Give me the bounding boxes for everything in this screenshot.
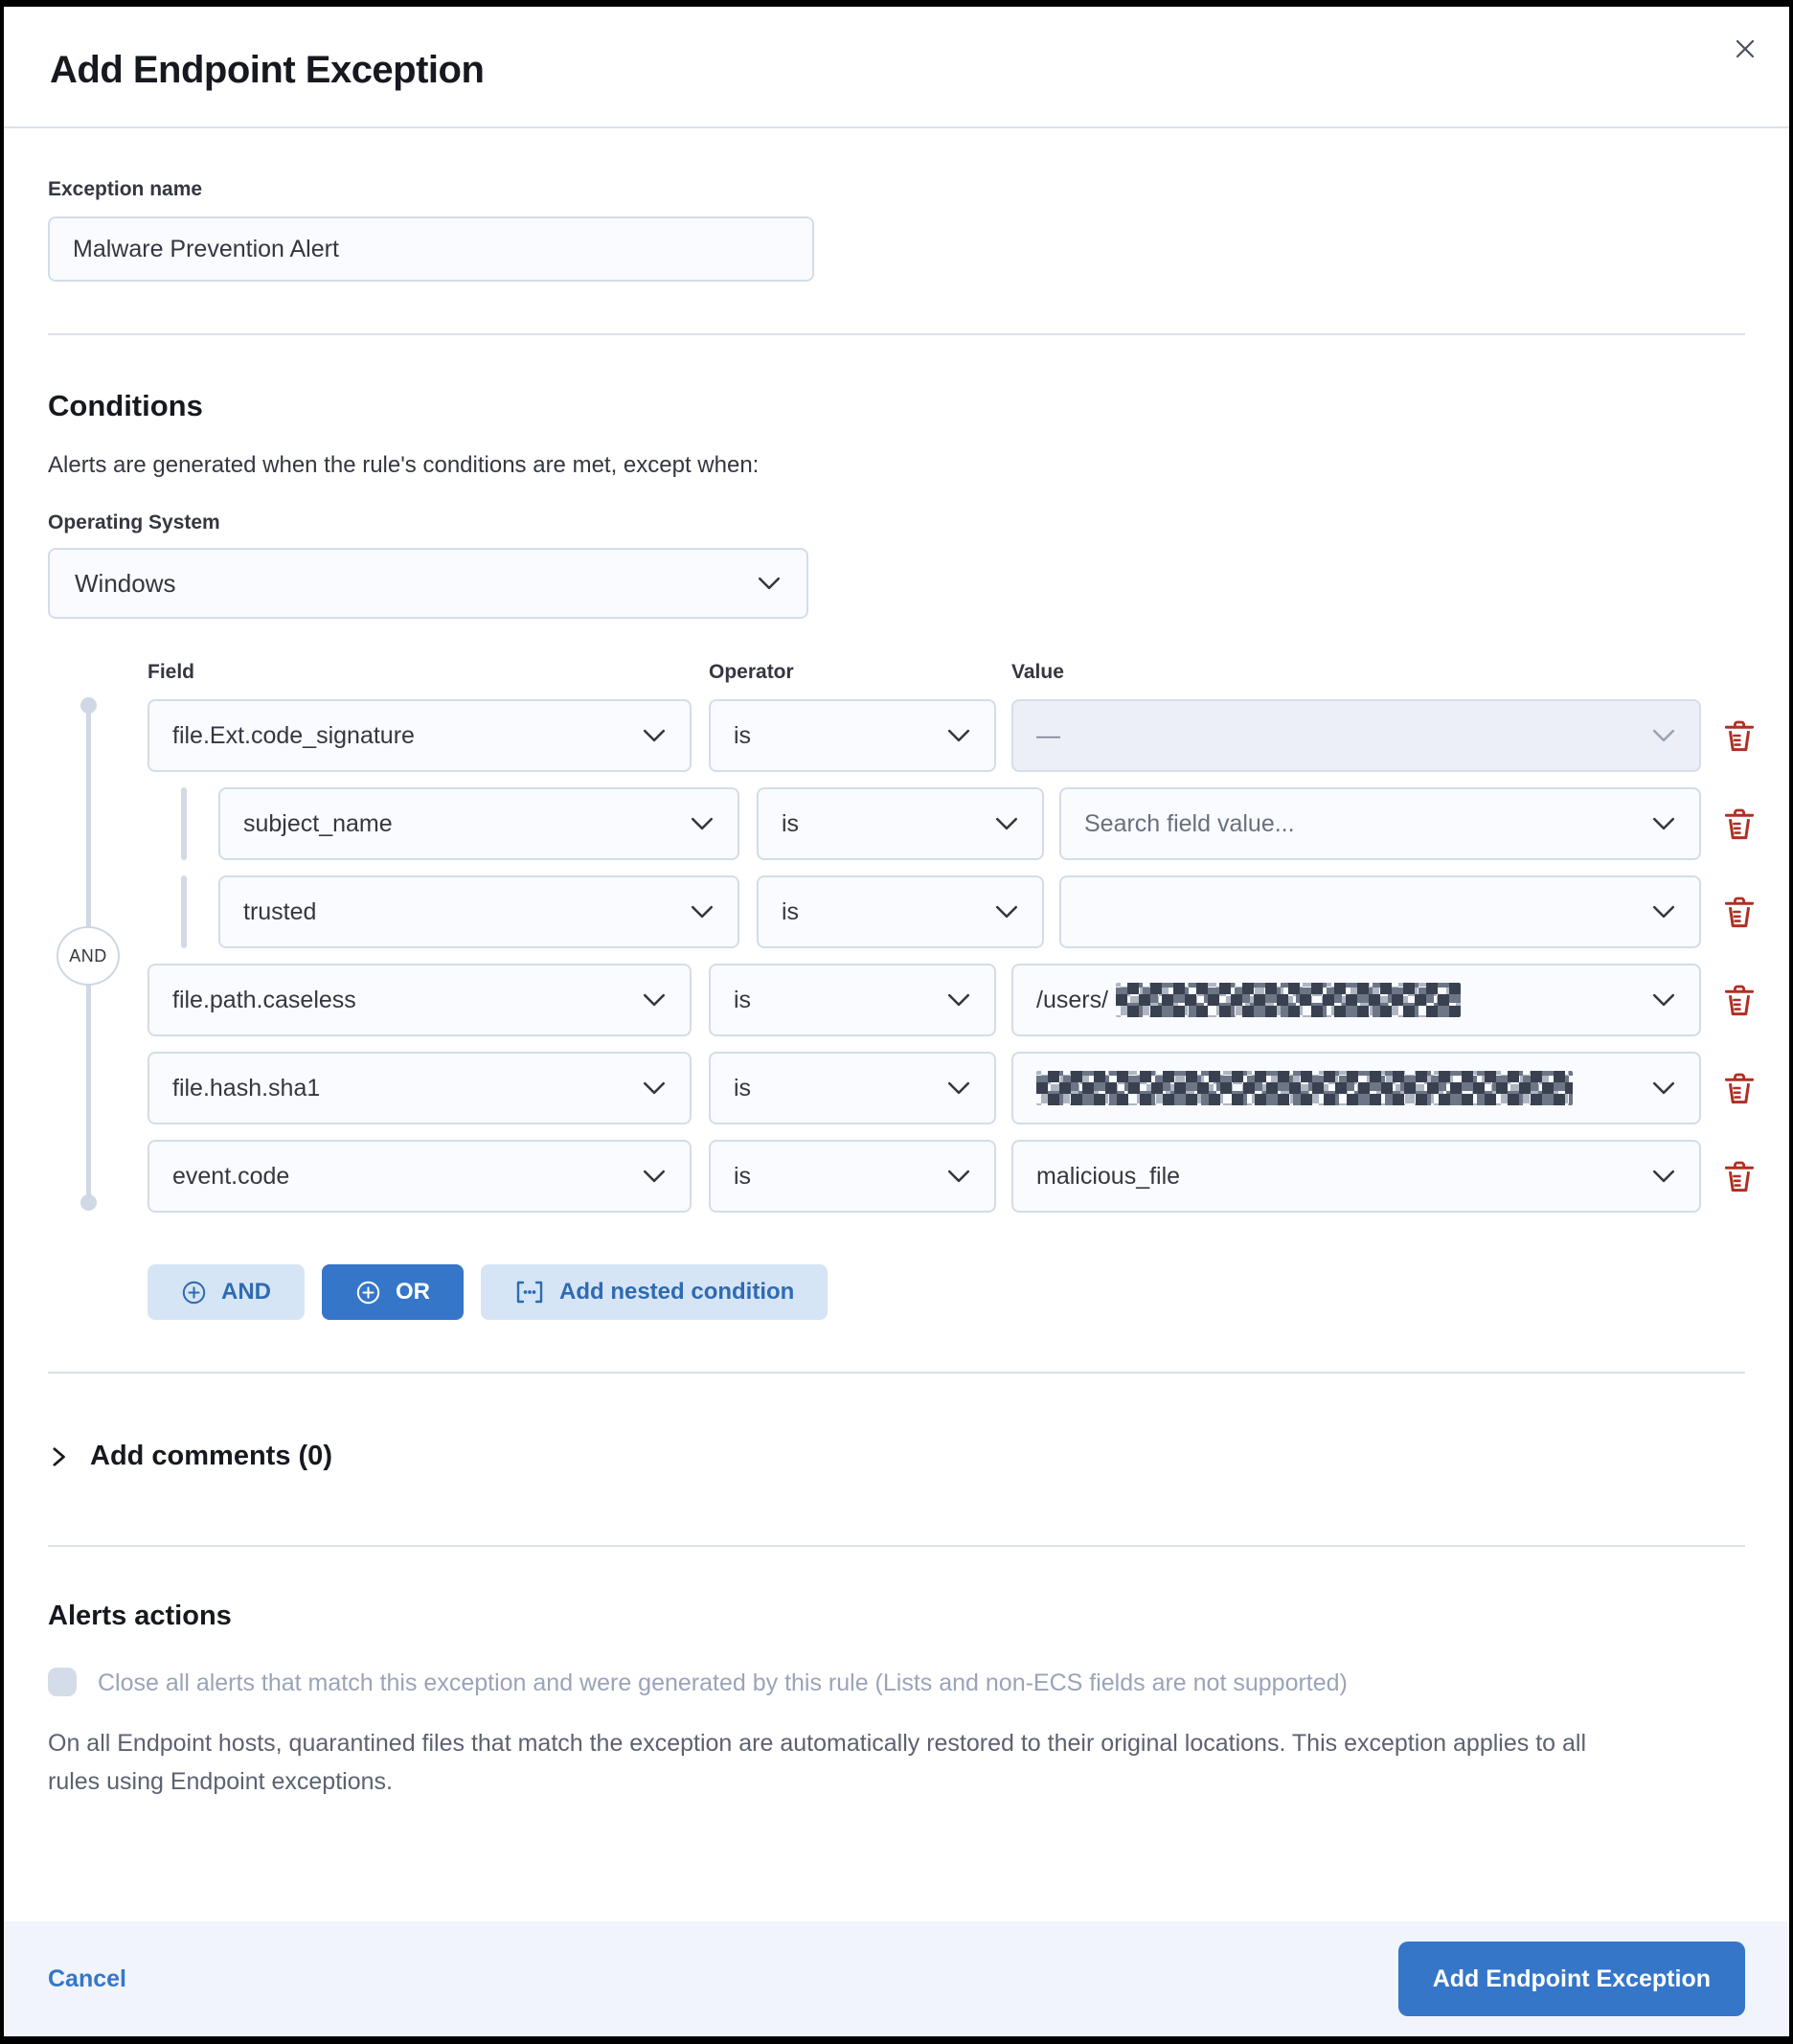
add-endpoint-exception-modal	[4, 7, 1789, 2036]
operator-column-label: Operator	[709, 661, 794, 683]
chevron-down-icon	[946, 1076, 971, 1101]
builder-column-labels	[148, 661, 1745, 684]
nested-indent-bar	[181, 787, 187, 860]
nested-icon	[514, 1280, 545, 1305]
close-icon[interactable]	[1724, 28, 1766, 70]
value-select[interactable]	[1011, 1052, 1701, 1124]
chevron-down-icon	[1651, 723, 1676, 748]
section-divider	[48, 333, 1745, 335]
exception-name-label: Exception name	[48, 178, 203, 200]
conditions-subtitle: Alerts are generated when the rule's conditions are met, except when:	[48, 452, 760, 478]
redacted-value	[1036, 1071, 1573, 1105]
condition-row	[181, 875, 1745, 948]
value-column-label: Value	[1011, 661, 1064, 683]
condition-row	[148, 964, 1745, 1036]
chevron-down-icon	[1651, 899, 1676, 924]
chevron-down-icon	[946, 988, 971, 1012]
plus-circle-icon	[355, 1280, 381, 1306]
chevron-down-icon	[642, 723, 667, 748]
field-select[interactable]: event.code	[148, 1140, 692, 1213]
add-endpoint-exception-button[interactable]: Add Endpoint Exception	[1398, 1942, 1745, 2016]
add-and-button[interactable]: AND	[148, 1264, 305, 1320]
modal-header	[4, 7, 1789, 126]
section-divider	[48, 1545, 1745, 1547]
exception-name-input[interactable]	[48, 216, 814, 282]
and-badge: AND	[57, 926, 120, 986]
close-alerts-option	[48, 1667, 1745, 1699]
chevron-down-icon	[994, 811, 1019, 836]
modal-footer	[4, 1921, 1789, 2036]
delete-condition-button[interactable]	[1720, 787, 1759, 860]
value-select[interactable]: Search field value...	[1059, 787, 1701, 860]
operator-select[interactable]: is	[709, 1052, 996, 1124]
trash-icon	[1724, 718, 1755, 753]
operator-select[interactable]: is	[709, 1140, 996, 1213]
delete-condition-button[interactable]	[1720, 964, 1759, 1036]
builder-buttons	[148, 1264, 1745, 1320]
chevron-down-icon	[1651, 1164, 1676, 1189]
field-column-label: Field	[148, 661, 195, 683]
redacted-value	[1116, 983, 1461, 1017]
value-select[interactable]: —	[1011, 699, 1701, 772]
condition-rows	[69, 699, 1745, 1213]
delete-condition-button[interactable]	[1720, 699, 1759, 772]
chevron-down-icon	[1651, 988, 1676, 1012]
chevron-down-icon	[946, 723, 971, 748]
delete-condition-button[interactable]	[1720, 1052, 1759, 1124]
trash-icon	[1724, 1159, 1755, 1193]
delete-condition-button[interactable]	[1720, 875, 1759, 948]
field-select[interactable]: file.path.caseless	[148, 964, 692, 1036]
condition-row	[181, 787, 1745, 860]
endpoint-exception-note: On all Endpoint hosts, quarantined files that match the exception are automatically restored to their original locations. This exception applies to all rules using Endpoint exceptions.	[48, 1730, 1587, 1795]
add-or-button[interactable]: OR	[322, 1264, 464, 1320]
value-select[interactable]: /users/	[1011, 964, 1701, 1036]
value-select[interactable]: malicious_file	[1011, 1140, 1701, 1213]
chevron-down-icon	[994, 899, 1019, 924]
operating-system-label: Operating System	[48, 511, 220, 534]
chevron-down-icon	[690, 899, 715, 924]
trash-icon	[1724, 1071, 1755, 1105]
page-title: Add Endpoint Exception	[50, 49, 485, 91]
add-comments-label: Add comments (0)	[90, 1441, 332, 1471]
operator-select[interactable]: is	[709, 699, 996, 772]
os-select[interactable]	[48, 548, 808, 619]
chevron-down-icon	[946, 1164, 971, 1189]
trash-icon	[1724, 983, 1755, 1017]
chevron-down-icon	[757, 571, 782, 596]
chevron-down-icon	[690, 811, 715, 836]
conditions-heading: Conditions	[48, 389, 203, 422]
chevron-right-icon	[48, 1444, 69, 1469]
trash-icon	[1724, 895, 1755, 929]
value-select[interactable]	[1059, 875, 1701, 948]
chevron-down-icon	[642, 988, 667, 1012]
plus-circle-icon	[181, 1280, 207, 1306]
alerts-actions-heading: Alerts actions	[48, 1601, 232, 1631]
field-select[interactable]: trusted	[218, 875, 739, 948]
operator-select[interactable]: is	[757, 875, 1044, 948]
trash-icon	[1724, 806, 1755, 841]
close-alerts-checkbox[interactable]	[48, 1668, 77, 1696]
nested-indent-bar	[181, 875, 187, 948]
add-nested-condition-button[interactable]: Add nested condition	[481, 1264, 828, 1320]
delete-condition-button[interactable]	[1720, 1140, 1759, 1213]
condition-builder	[69, 661, 1745, 1320]
section-divider	[48, 1372, 1745, 1374]
close-alerts-label: Close all alerts that match this exception and were generated by this rule (Lists and non-ECS fields are not supported)	[98, 1669, 1348, 1696]
modal-body	[4, 128, 1789, 1921]
condition-row	[148, 1052, 1745, 1124]
chevron-down-icon	[642, 1076, 667, 1101]
field-select[interactable]: subject_name	[218, 787, 739, 860]
field-select[interactable]: file.Ext.code_signature	[148, 699, 692, 772]
chevron-down-icon	[1651, 811, 1676, 836]
operator-select[interactable]: is	[709, 964, 996, 1036]
condition-row	[148, 699, 1745, 772]
chevron-down-icon	[1651, 1076, 1676, 1101]
field-select[interactable]: file.hash.sha1	[148, 1052, 692, 1124]
exception-name-value: Malware Prevention Alert	[73, 235, 339, 262]
cancel-button[interactable]: Cancel	[48, 1965, 126, 1992]
condition-row	[148, 1140, 1745, 1213]
operator-select[interactable]: is	[757, 787, 1044, 860]
chevron-down-icon	[642, 1164, 667, 1189]
os-select-value: Windows	[75, 568, 176, 598]
add-comments-toggle[interactable]	[48, 1441, 332, 1472]
